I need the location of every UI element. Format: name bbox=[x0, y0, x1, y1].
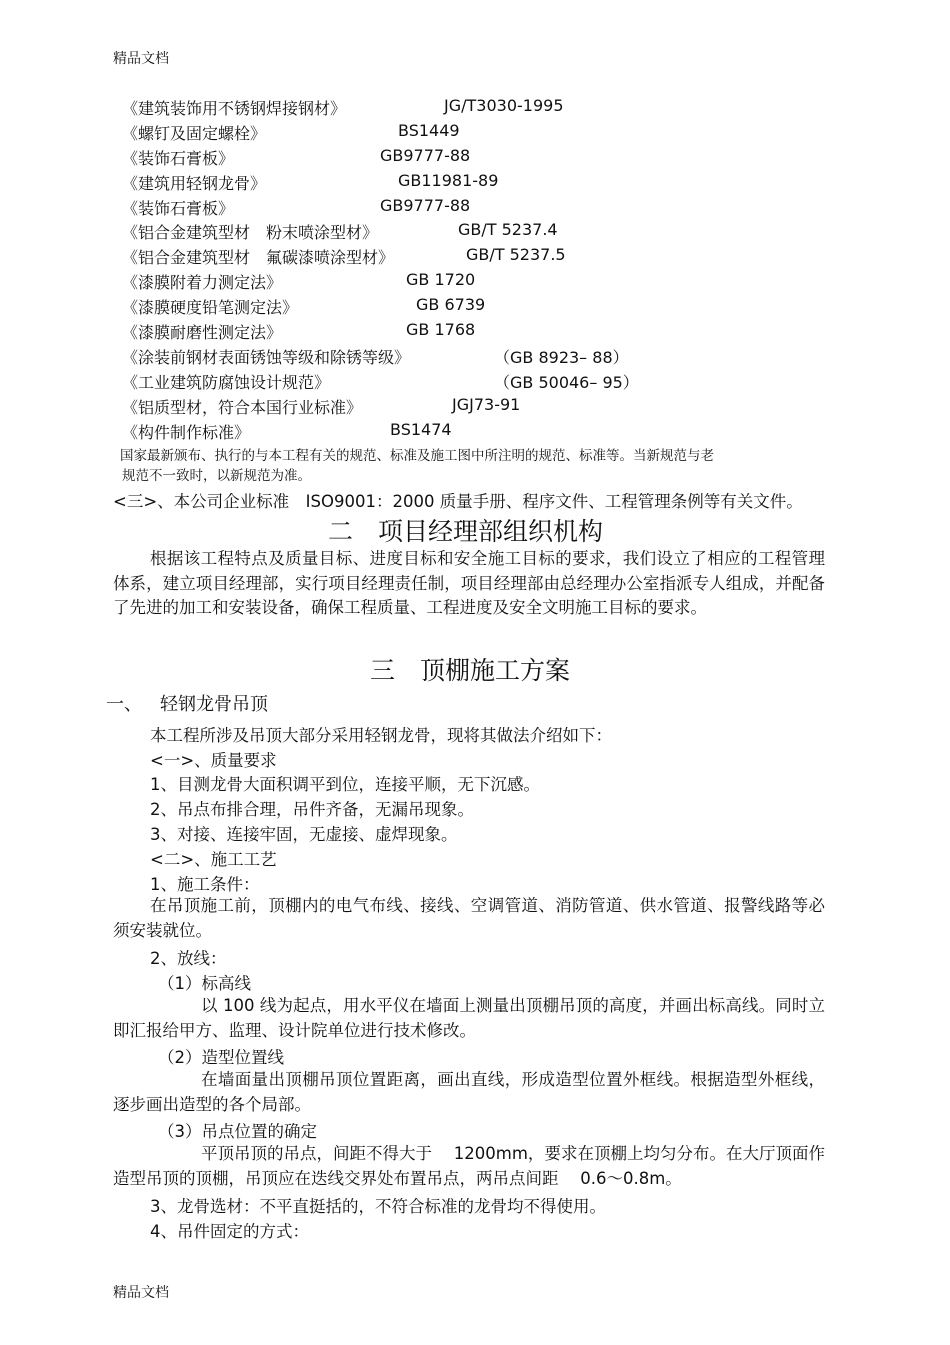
list-item: 3、龙骨选材：不平直挺括的，不符合标准的龙骨均不得使用。 bbox=[150, 1197, 606, 1216]
standard-name: 《铝合金建筑型材 氟碳漆喷涂型材》 bbox=[122, 248, 395, 267]
standard-code: BS1474 bbox=[390, 420, 452, 439]
standard-code: GB11981-89 bbox=[398, 171, 499, 190]
paragraph: 在墙面量出顶棚吊顶位置距离，画出直线，形成造型位置外框线。根据造型外框线，逐步画出造型的各个局部。 bbox=[113, 1070, 825, 1114]
standard-name: 《漆膜硬度铅笔测定法》 bbox=[122, 298, 299, 317]
standard-name: 《铝合金建筑型材 粉末喷涂型材》 bbox=[122, 223, 379, 242]
standard-name: 《装饰石膏板》 bbox=[122, 199, 235, 218]
standard-code: GB 6739 bbox=[416, 295, 486, 314]
subheading: <一>、质量要求 bbox=[150, 751, 277, 770]
standard-code: （GB 50046– 95） bbox=[494, 373, 639, 392]
paragraph: 平顶吊顶的吊点，间距不得大于 1200mm，要求在顶棚上均匀分布。在大厅顶面作造型吊顶的顶棚，吊顶应在迭线交界处布置吊点，两吊点间距 0.6～0.8m。 bbox=[113, 1144, 825, 1188]
standard-code: GB/T 5237.4 bbox=[458, 220, 558, 239]
standard-name: 《铝质型材，符合本国行业标准》 bbox=[122, 398, 363, 417]
standard-code: GB 1768 bbox=[406, 320, 476, 339]
standard-name: 《工业建筑防腐蚀设计规范》 bbox=[122, 373, 331, 392]
standard-name: 《螺钉及固定螺栓》 bbox=[122, 124, 267, 143]
list-item: 2、吊点布排合理，吊件齐备，无漏吊现象。 bbox=[150, 800, 474, 819]
list-item: 2、放线： bbox=[150, 949, 227, 968]
section-title: 三 顶棚施工方案 bbox=[370, 656, 571, 685]
section-title: 二 项目经理部组织机构 bbox=[328, 517, 604, 546]
paragraph: 在吊顶施工前，顶棚内的电气布线、接线、空调管道、消防管道、供水管道、报警线路等必须安装就位。 bbox=[113, 896, 825, 940]
list-item: 4、吊件固定的方式： bbox=[150, 1222, 309, 1241]
standard-name: 《漆膜附着力测定法》 bbox=[122, 273, 283, 292]
company-standard: <三>、本公司企业标准 ISO9001：2000 质量手册、程序文件、工程管理条例等有关文件。 bbox=[113, 492, 803, 511]
standard-name: 《漆膜耐磨性测定法》 bbox=[122, 323, 283, 342]
standard-name: 《建筑用轻钢龙骨》 bbox=[122, 174, 267, 193]
sub-item-title: （2）造型位置线 bbox=[158, 1048, 284, 1067]
standard-code: （GB 8923– 88） bbox=[494, 348, 629, 367]
sub-item-title: （3）吊点位置的确定 bbox=[158, 1122, 317, 1141]
sub-item-title: （1）标高线 bbox=[158, 974, 251, 993]
list-item: 1、目测龙骨大面积调平到位，连接平顺，无下沉感。 bbox=[150, 775, 540, 794]
standard-code: GB 1720 bbox=[406, 270, 476, 289]
paragraph: 本工程所涉及吊顶大部分采用轻钢龙骨，现将其做法介绍如下： bbox=[150, 726, 612, 745]
standard-code: JGJ73-91 bbox=[452, 395, 521, 414]
standard-name: 《建筑装饰用不锈钢焊接钢材》 bbox=[122, 99, 347, 118]
standard-name: 《装饰石膏板》 bbox=[122, 149, 235, 168]
paragraph: 以 100 线为起点，用水平仪在墙面上测量出顶棚吊顶的高度，并画出标高线。同时立即汇报给甲方、监理、设计院单位进行技术修改。 bbox=[113, 996, 825, 1040]
subsection-title: 轻钢龙骨吊顶 bbox=[160, 694, 268, 715]
page-footer: 精品文档 bbox=[113, 1285, 169, 1301]
subsection-number: 一、 bbox=[106, 694, 142, 715]
standard-code: JG/T3030-1995 bbox=[444, 96, 564, 115]
list-item: 1、施工条件： bbox=[150, 875, 260, 894]
note-line: 国家最新颁布、执行的与本工程有关的规范、标准及施工图中所注明的规范、标准等。当新规范与老 bbox=[120, 448, 714, 464]
standard-code: GB/T 5237.5 bbox=[466, 245, 566, 264]
standard-name: 《涂装前钢材表面锈蚀等级和除锈等级》 bbox=[122, 348, 411, 367]
list-item: 3、对接、连接牢固，无虚接、虚焊现象。 bbox=[150, 825, 458, 844]
subheading: <二>、施工工艺 bbox=[150, 850, 277, 869]
standard-code: BS1449 bbox=[398, 121, 460, 140]
page-header: 精品文档 bbox=[113, 51, 169, 67]
paragraph: 根据该工程特点及质量目标、进度目标和安全施工目标的要求，我们设立了相应的工程管理体系，建立项目经理部，实行项目经理责任制，项目经理部由总经理办公室指派专人组成，并配备了先进的加工和安装设备，确保工程质量、工程进度及安全文明施工目标的要求。 bbox=[113, 549, 825, 617]
standard-code: GB9777-88 bbox=[380, 146, 471, 165]
standard-code: GB9777-88 bbox=[380, 196, 471, 215]
standard-name: 《构件制作标准》 bbox=[122, 423, 251, 442]
note-line: 规范不一致时，以新规范为准。 bbox=[122, 468, 311, 484]
